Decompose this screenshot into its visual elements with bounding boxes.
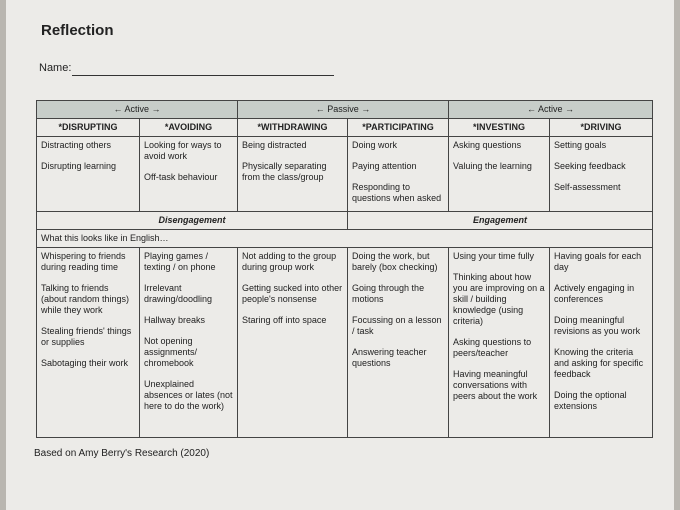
cell-item: Doing meaningful revisions as you work (554, 315, 641, 336)
cell-item: Valuing the learning (453, 161, 532, 171)
cell-item: Distracting others (41, 140, 112, 150)
category-avoiding: *AVOIDING (140, 119, 238, 137)
cell-item: Disrupting learning (41, 161, 117, 171)
cell-item: Doing work (352, 140, 398, 150)
cell-item: Off-task behaviour (144, 172, 218, 182)
cell-item: Irrelevant drawing/doodling (144, 283, 213, 304)
behaviour-cell (238, 137, 348, 212)
band-active-right: ← Active → (449, 101, 653, 119)
cell-item: Playing games / texting / on phone (144, 251, 216, 272)
category-withdrawing: *WITHDRAWING (238, 119, 348, 137)
cell-item: Actively engaging in conferences (554, 283, 635, 304)
section-row (37, 212, 653, 230)
english-cell (238, 248, 348, 438)
cell-item: Getting sucked into other people's nonsense (242, 283, 343, 304)
behaviour-cell (37, 137, 140, 212)
cell-item: Not opening assignments/ chromebook (144, 336, 198, 368)
cell-item: Having meaningful conversations with peers about the work (453, 369, 538, 401)
english-cell (140, 248, 238, 438)
cell-item: Self-assessment (554, 182, 621, 192)
name-label: Name: (39, 62, 72, 74)
cell-item: Physically separating from the class/group (242, 161, 327, 182)
behaviour-row (37, 137, 653, 212)
category-driving: *DRIVING (550, 119, 653, 137)
english-cell (348, 248, 449, 438)
english-cell (37, 248, 140, 438)
page-title: Reflection (41, 22, 114, 39)
band-row (37, 101, 653, 119)
cell-item: Not adding to the group during group work (242, 251, 337, 272)
cell-item: Thinking about how you are improving on a skill / building knowledge (using criteria) (453, 272, 545, 326)
cell-item: Doing the work, but barely (box checking) (352, 251, 438, 272)
category-participating: *PARTICIPATING (348, 119, 449, 137)
name-field-line (72, 75, 334, 76)
cell-item: Sabotaging their work (41, 358, 129, 368)
cell-item: Staring off into space (242, 315, 327, 325)
cell-item: Hallway breaks (144, 315, 206, 325)
category-investing: *INVESTING (449, 119, 550, 137)
behaviour-cell (449, 137, 550, 212)
behaviour-cell (348, 137, 449, 212)
cell-item: Paying attention (352, 161, 417, 171)
cell-item: Responding to questions when asked (352, 182, 442, 203)
band-passive: ← Passive → (238, 101, 449, 119)
cell-item: Focussing on a lesson / task (352, 315, 442, 336)
cell-item: Unexplained absences or lates (not here to do the work) (144, 379, 233, 411)
cell-item: Having goals for each day (554, 251, 642, 272)
cell-item: Setting goals (554, 140, 607, 150)
cell-item: Answering teacher questions (352, 347, 427, 368)
cell-item: Asking questions (453, 140, 522, 150)
source-footer: Based on Amy Berry's Research (2020) (34, 448, 210, 459)
cell-item: Going through the motions (352, 283, 425, 304)
english-row (37, 248, 653, 438)
behaviour-cell (550, 137, 653, 212)
cell-item: Being distracted (242, 140, 307, 150)
english-cell (449, 248, 550, 438)
cell-item: Seeking feedback (554, 161, 626, 171)
cell-item: Looking for ways to avoid work (144, 140, 222, 161)
cell-item: Asking questions to peers/teacher (453, 337, 532, 358)
cell-item: Talking to friends (about random things) while they work (41, 283, 130, 315)
section-disengagement: Disengagement (37, 212, 348, 230)
section-engagement: Engagement (348, 212, 653, 230)
worksheet-page (6, 0, 674, 510)
cell-item: Knowing the criteria and asking for specific feedback (554, 347, 644, 379)
cell-item: Using your time fully (453, 251, 535, 261)
english-cell (550, 248, 653, 438)
english-label: What this looks like in English… (37, 230, 653, 248)
behaviour-cell (140, 137, 238, 212)
cell-item: Stealing friends' things or supplies (41, 326, 132, 347)
cell-item: Doing the optional extensions (554, 390, 627, 411)
category-row (37, 119, 653, 137)
english-label-row (37, 230, 653, 248)
cell-item: Whispering to friends during reading time (41, 251, 126, 272)
category-disrupting: *DISRUPTING (37, 119, 140, 137)
engagement-table (36, 100, 653, 438)
band-active-left: ← Active → (37, 101, 238, 119)
